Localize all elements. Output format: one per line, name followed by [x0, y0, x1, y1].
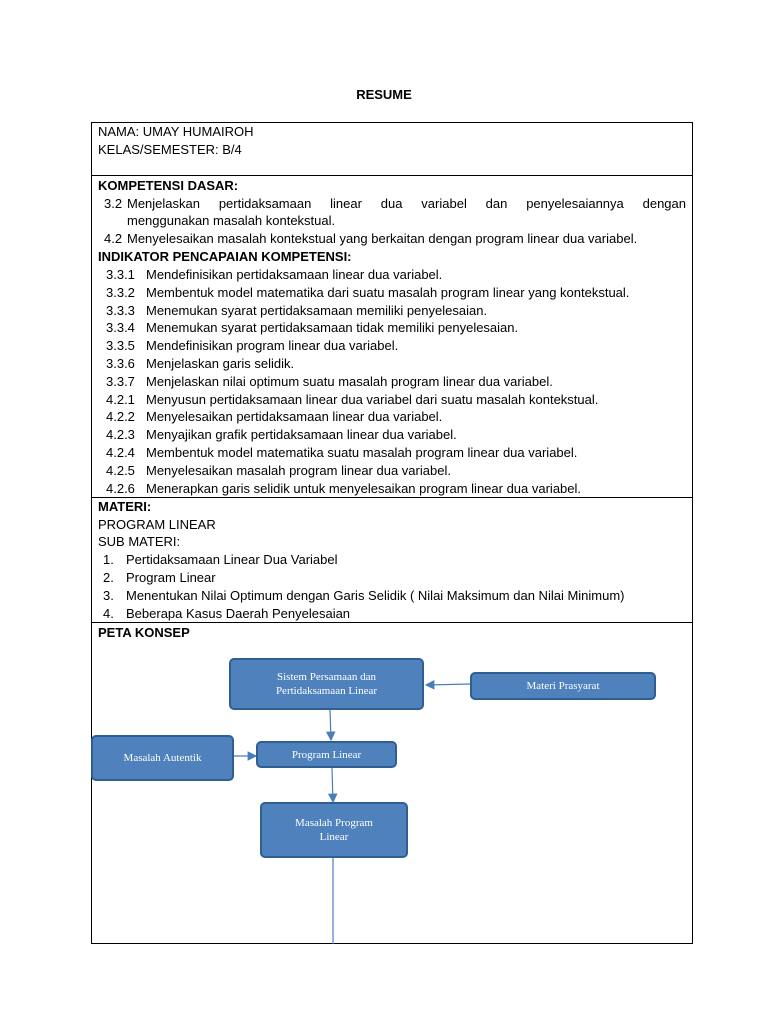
- document-title: RESUME: [356, 87, 412, 102]
- ipk-item-text: Menyajikan grafik pertidaksamaan linear dua variabel.: [146, 427, 457, 443]
- arrow-sistem-to-program: [330, 710, 331, 740]
- ipk-item-number: 4.2.3: [106, 427, 135, 443]
- sub-materi-item: Pertidaksamaan Linear Dua Variabel: [126, 552, 338, 567]
- ipk-item-number: 4.2.4: [106, 445, 135, 460]
- ipk-item-number: 3.3.3: [106, 302, 135, 318]
- sub-materi-item: Menentukan Nilai Optimum dengan Garis Selidik ( Nilai Maksimum dan Nilai Minimum): [126, 588, 625, 603]
- ipk-item-text: Menyusun pertidaksamaan linear dua variabel dari suatu masalah kontekstual.: [146, 391, 599, 407]
- ipk-item-text: Menyelesaikan pertidaksamaan linear dua variabel.: [146, 409, 443, 425]
- sub-materi-item: Program Linear: [126, 570, 216, 585]
- node-label: Masalah Autentik: [123, 752, 202, 764]
- ipk-item-number: 4.2.6: [106, 480, 135, 496]
- ipk-item-number: 4.2.2: [106, 409, 135, 425]
- ipk-item-text: Mendefinisikan program linear dua variabel.: [146, 338, 399, 354]
- kd-item-number: 3.2: [104, 196, 123, 211]
- ipk-item-text: Mendefinisikan pertidaksamaan linear dua variabel.: [146, 267, 443, 282]
- sub-materi-number: 1.: [103, 552, 114, 567]
- node-label: Linear: [319, 831, 349, 843]
- node-label: Masalah Program: [295, 817, 373, 829]
- node-masalah-autentik: [91, 735, 234, 781]
- ipk-item-number: 3.3.4: [106, 320, 135, 336]
- node-program-linear: [256, 741, 397, 768]
- ipk-item-number: 3.3.6: [106, 356, 135, 371]
- node-materi-prasyarat: [470, 672, 656, 700]
- ipk-item-text: Menerapkan garis selidik untuk menyelesaikan program linear dua variabel.: [146, 480, 582, 496]
- sub-materi-number: 2.: [103, 570, 114, 585]
- node-label: Pertidaksamaan Linear: [275, 685, 378, 697]
- node-masalah-program-linear: [260, 802, 408, 858]
- student-class: KELAS/SEMESTER: B/4: [98, 142, 242, 157]
- kd-item-number: 4.2: [104, 231, 123, 246]
- ipk-item-text: Menjelaskan garis selidik.: [146, 356, 295, 371]
- ipk-item-text: Menjelaskan nilai optimum suatu masalah program linear dua variabel.: [146, 373, 553, 389]
- arrow-program-to-masalah: [332, 768, 333, 802]
- materi-topic: PROGRAM LINEAR: [98, 517, 216, 532]
- ipk-item-number: 3.3.2: [106, 284, 135, 300]
- kd-item-continuation: menggunakan masalah kontekstual.: [127, 213, 336, 228]
- sub-materi-heading: SUB MATERI:: [98, 534, 181, 549]
- node-sistem-persamaan: [229, 658, 424, 710]
- ipk-item-number: 4.2.1: [106, 391, 135, 407]
- ipk-item-text: Membentuk model matematika dari suatu masalah program linear yang kontekstual.: [146, 284, 630, 300]
- ipk-item-text: Menemukan syarat pertidaksamaan tidak memiliki penyelesaian.: [146, 320, 519, 336]
- ipk-item-text: Membentuk model matematika suatu masalah program linear dua variabel.: [146, 445, 578, 460]
- kd-heading: KOMPETENSI DASAR:: [98, 178, 239, 193]
- node-label: Sistem Persamaan dan: [277, 671, 376, 683]
- ipk-item-number: 3.3.7: [106, 373, 135, 389]
- ipk-item-number: 4.2.5: [106, 462, 135, 478]
- ipk-item-text: Menyelesaikan masalah program linear dua variabel.: [146, 462, 451, 478]
- peta-heading: PETA KONSEP: [98, 625, 190, 640]
- node-label: Program Linear: [291, 748, 362, 761]
- sub-materi-number: 3.: [103, 588, 114, 603]
- kd-item-text: Menyelesaikan masalah kontekstual yang berkaitan dengan program linear dua variabel.: [127, 231, 638, 246]
- kd-item-text: Menjelaskan pertidaksamaan linear dua variabel dan penyelesaiannya dengan: [127, 196, 686, 211]
- arrow-prasyarat-to-sistem: [426, 684, 470, 685]
- sub-materi-number: 4.: [103, 606, 114, 621]
- ipk-item-text: Menemukan syarat pertidaksamaan memiliki penyelesaian.: [146, 302, 488, 318]
- ipk-heading: INDIKATOR PENCAPAIAN KOMPETENSI:: [98, 249, 352, 264]
- student-name: NAMA: UMAY HUMAIROH: [98, 124, 254, 139]
- materi-heading: MATERI:: [98, 499, 152, 514]
- sub-materi-item: Beberapa Kasus Daerah Penyelesaian: [126, 606, 351, 621]
- ipk-item-number: 3.3.5: [106, 338, 135, 354]
- node-label: Materi Prasyarat: [526, 680, 600, 692]
- ipk-item-number: 3.3.1: [106, 267, 135, 282]
